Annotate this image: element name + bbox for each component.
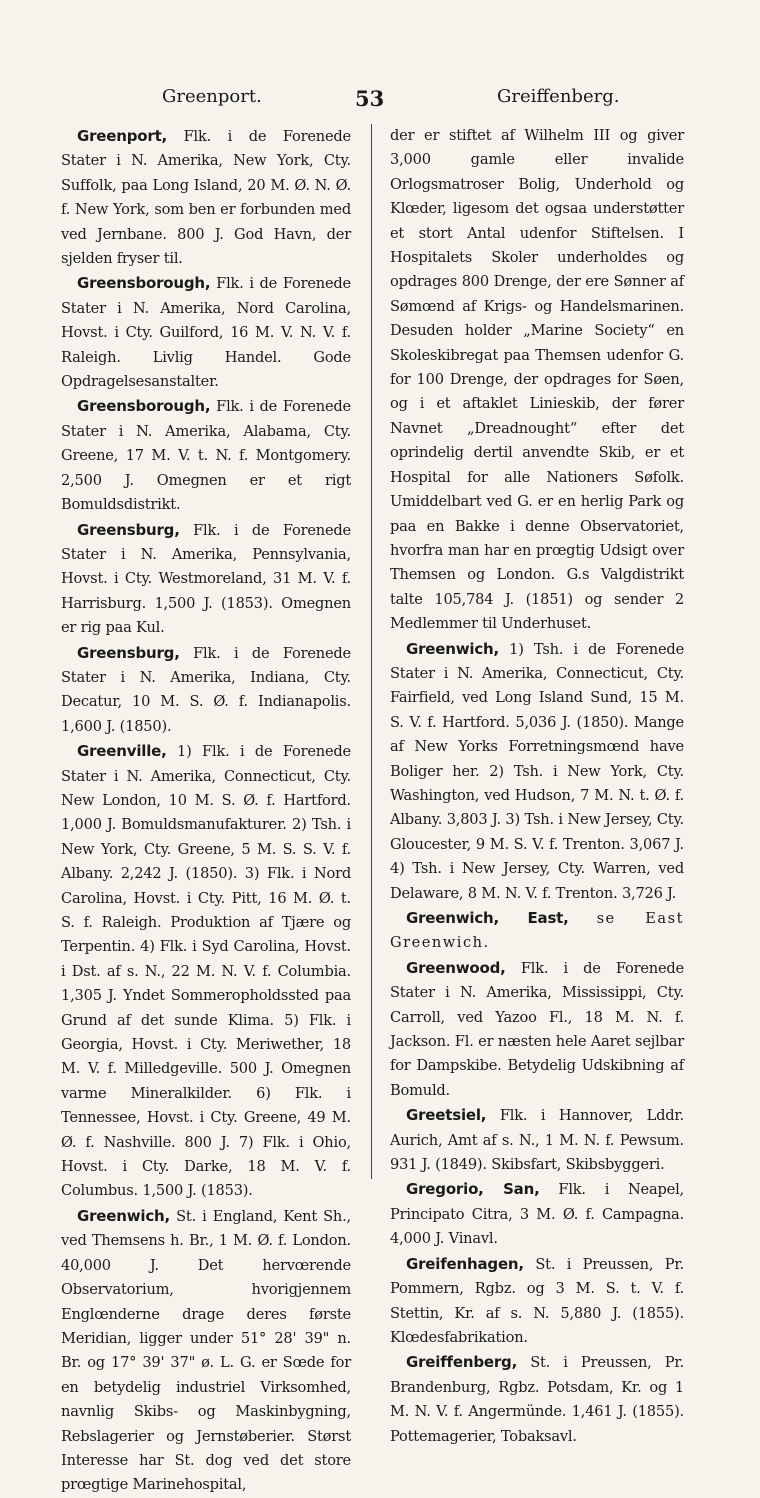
headword: Greensburg,: [77, 643, 180, 662]
headword: Greensborough,: [77, 397, 211, 416]
entry: [390, 637, 684, 906]
entry: [61, 641, 351, 740]
headword: Greensborough,: [77, 274, 211, 293]
entry: [390, 1103, 684, 1177]
headword: Greenwich, East,: [406, 909, 569, 927]
entry-text: Flk. i Hannover, Lddr. Aurich, Amt af s. N., 1 M. N. f. Pewsum. 931 J. (1849). Skibsfart, Skibsbyggeri.: [390, 1107, 684, 1174]
entry: [61, 739, 351, 1204]
right-guide-word: Greiffenberg.: [497, 86, 620, 107]
entry-text: St. i England, Kent Sh., ved Themsens h. Br., 1 M. Ø. f. London. 40,000 J. Det hervœrende Observatorium, hvorigjennem Englœnderne drage deres første Meridian, ligger under 51° 28' 39" n. Br. og 17° 39' 37" ø. L. G. er Sœde for en betydelig industriel Virksomhed, navnlig Skibs- og Maskinbygning, Rebslagerier og Jernstøberier. Størst Interesse har St. dog ved det store prœgtige Marinehospital,: [61, 1207, 351, 1494]
headword: Greifenhagen,: [406, 1254, 524, 1273]
entry-text: 1) Flk. i de Forenede Stater i N. Amerika, Connecticut, Cty. New London, 10 M. S. Ø. f. Hartford. 1,000 J. Bomuldsmanufakturer. 2) Tsh. i New York, Cty. Greene, 5 M. S. S. V. f. Albany. 2,242 J. (1850). 3) Flk. i Nord Carolina, Hovst. i Cty. Pitt, 16 M. Ø. t. S. f. Raleigh. Produktion af Tjære og Terpentin. 4) Flk. i Syd Carolina, Hovst. i Dst. af s. N., 22 M. N. V. f. Columbia. 1,305 J. Yndet Sommeropholdssted paa Grund af det sunde Klima. 5) Flk. i Georgia, Hovst. i Cty. Meriwether, 18 M. V. f. Milledgeville. 500 J. Omegnen varme Mineralkilder. 6) Flk. i Tennessee, Hovst. i Cty. Greene, 49 M. Ø. f. Nashville. 800 J. 7) Flk. i Ohio, Hovst. i Cty. Darke, 18 M. V. f. Columbus. 1,500 J. (1853).: [61, 743, 351, 1200]
page-number: 53: [355, 86, 385, 111]
headword: Greenport,: [77, 127, 168, 145]
entry: [61, 518, 351, 641]
entry-text: Flk. i de Forenede Stater i N. Amerika, Indiana, Cty. Decatur, 10 M. S. Ø. f. Indianapolis. 1,600 J. (1850).: [61, 644, 351, 735]
left-column: [61, 124, 351, 1498]
entry-text: 1) Tsh. i de Forenede Stater i N. Amerika, Connecticut, Cty. Fairfield, ved Long Island Sund, 15 M. S. V. f. Hartford. 5,036 J. (1850). Mange af New Yorks Forretningsmœnd have Boliger her. 2) Tsh. i New York, Cty. Washington, ved Hudson, 7 M. N. t. Ø. f. Albany. 3,803 J. 3) Tsh. i New Jersey, Cty. Gloucester, 9 M. S. V. f. Trenton. 3,067 J. 4) Tsh. i New Jersey, Cty. Warren, ved Delaware, 8 M. N. V. f. Trenton. 3,726 J.: [390, 640, 684, 902]
entry: [61, 394, 351, 517]
right-column: [390, 124, 684, 1449]
entry: [390, 956, 684, 1103]
headword: Greenwich,: [77, 1206, 171, 1225]
entry-text: Flk. i de Forenede Stater i N. Amerika, Mississippi, Cty. Carroll, ved Yazoo Fl., 18 M. N. f. Jackson. Fl. er næsten hele Aaret sejlbar for Dampskibe. Betydelig Udskibning af Bomuld.: [390, 959, 684, 1099]
headword: Greenville,: [77, 742, 167, 761]
entry-continuation: [390, 124, 684, 637]
entry-text: St. i Preussen, Pr. Pommern, Rgbz. og 3 M. S. t. V. f. Stettin, Kr. af s. N. 5,880 J. (1855). Klœdesfabrikation.: [390, 1255, 684, 1346]
entry-text: Flk. i de Forenede Stater i N. Amerika, Alabama, Cty. Greene, 17 M. V. t. N. f. Montgomery. 2,500 J. Omegnen er et rigt Bomuldsdistrikt.: [61, 398, 351, 514]
entry-text: Flk. i de Forenede Stater i N. Amerika, Nord Carolina, Hovst. i Cty. Guilford, 16 M. V. N. V. f. Raleigh. Livlig Handel. Gode Opdragelsesanstalter.: [61, 275, 351, 391]
entry: [61, 1204, 351, 1498]
entry-text: Flk. i de Forenede Stater i N. Amerika, New York, Cty. Suffolk, paa Long Island, 20 M. Ø. N. Ø. f. New York, som ben er forbunden med ved Jernbane. 800 J. God Havn, der sjelden fryser til.: [61, 128, 351, 268]
cross-reference: se East Greenwich.: [390, 910, 684, 952]
left-guide-word: Greenport.: [162, 86, 262, 107]
entry-text: Flk. i Neapel, Principato Citra, 3 M. Ø. f. Campagna. 4,000 J. Vinavl.: [390, 1181, 684, 1248]
headword: Greensburg,: [77, 520, 180, 539]
running-head: [0, 86, 760, 110]
entry: [390, 1177, 684, 1251]
entry: [61, 124, 351, 271]
entry-text: St. i Preussen, Pr. Brandenburg, Rgbz. Potsdam, Kr. og 1 M. N. V. f. Angermünde. 1,461 J. (1855). Pottemagerier, Tobaksavl.: [390, 1354, 684, 1445]
entry: [390, 1252, 684, 1351]
entry: [390, 1350, 684, 1449]
headword: Greenwich,: [406, 639, 500, 658]
headword: Greenwood,: [406, 958, 506, 977]
entry: [390, 906, 684, 956]
headword: Gregorio, San,: [406, 1180, 540, 1199]
headword: Greiffenberg,: [406, 1353, 518, 1372]
entry-text: der er stiftet af Wilhelm III og giver 3,000 gamle eller invalide Orlogsmatroser Bolig, Underhold og Klœder, ligesom det ogsaa understøtter et stort Antal udenfor Stiftelsen. I Hospitalets Skoler underholdes og opdrages 800 Drenge, der ere Sønner af Sømœnd af Krigs- og Handelsmarinen. Desuden holder „Marine Society“ en Skoleskibregat paa Themsen udenfor G. for 100 Drenge, der opdrages for Søen, og i et aftaklet Linieskib, der fører Navnet „Dreadnought“ efter det oprindelig dertil anvendte Skib, er et Hospital for alle Nationers Søfolk. Umiddelbart ved G. er en herlig Park og paa en Bakke i denne Observatoriet, hvorfra man har en prœgtig Udsigt over Themsen og London. G.s Valgdistrikt talte 105,784 J. (1851) og sender 2 Medlemmer til Underhuset.: [390, 127, 684, 633]
column-divider: [371, 124, 372, 1179]
entry-text: Flk. i de Forenede Stater i N. Amerika, Pennsylvania, Hovst. i Cty. Westmoreland, 31 M. V. f. Harrisburg. 1,500 J. (1853). Omegnen er rig paa Kul.: [61, 521, 351, 637]
entry: [61, 271, 351, 394]
headword: Greetsiel,: [406, 1106, 487, 1125]
